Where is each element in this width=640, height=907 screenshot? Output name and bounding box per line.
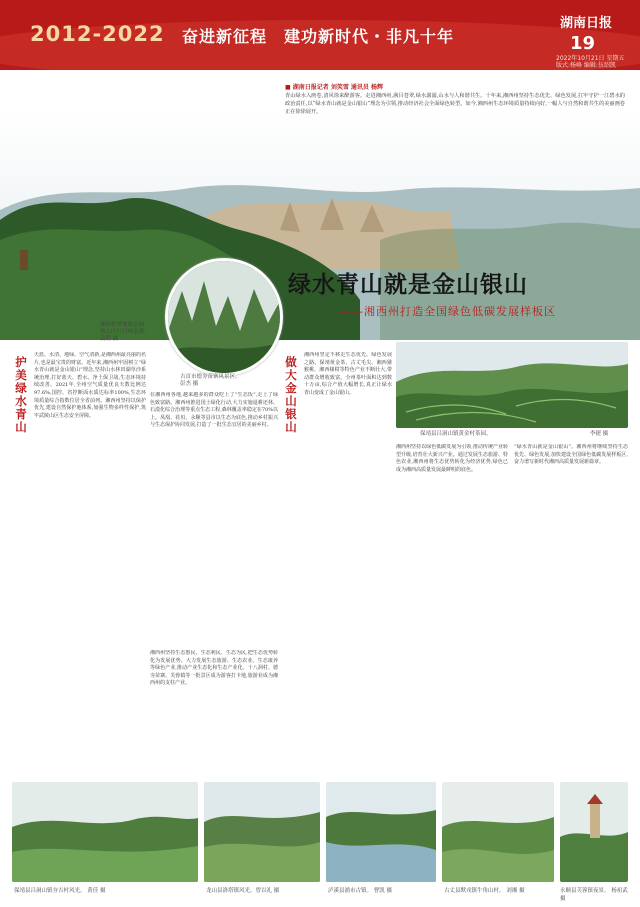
section-heading-left: 护美绿水青山 — [15, 355, 27, 434]
body-text-right-2: 湘西州坚持以绿色低碳发展为引领,推动传统产业转型升级,培育壮大新兴产业。通过发展生态旅游、特色农业,湘西州将生态优势转化为经济优势,绿色已成为湘西高质量发展最鲜明的底色。 — [396, 444, 508, 473]
intro-text: 青山绿水入画卷,清风徐来醉游客。走进湘西州,满目苍翠,绿水潺潺,山水与人和谐共生。十年来,湘西州坚持生态优先、绿色发展,扛牢守护一江碧水的政治责任,以“绿水青山就是金山银山”理念为引领,推动经济社会全面绿色转型。如今,湘西州生态环境质量持续向好,一幅人与自然和谐共生的美丽画卷正在徐徐展开。 — [285, 93, 625, 115]
body-text-mid: 湘西州坚持生态惠民、生态利民、生态为民,把生态优势转化为发展优势。大力发展生态旅游、生态农业、生态康养等绿色产业,推动产业生态化和生态产业化。十八洞村、德夯苗寨、芙蓉镇等一批景区成为游客打卡地,旅游业成为湘西州的支柱产业。 — [150, 650, 278, 687]
sub-headline: ——湘西州打造全国绿色低碳发展样板区 — [340, 305, 556, 318]
bottom-caption-1: 保靖县吕洞山镇夯吉村风光。 黄佳 摄 — [14, 888, 106, 894]
intro-paragraph — [285, 84, 625, 116]
caption-tea-garden: 保靖县吕洞山镇黄金村茶园。 — [420, 431, 492, 437]
bottom-caption-3: 泸溪县浦市古镇。 曹凯 摄 — [328, 888, 392, 894]
newspaper-name: 湖南日报 — [560, 16, 613, 31]
byline-tag: ■ 湖南日报记者 刘笑雪 通讯员 杨辉 — [285, 84, 384, 91]
issue-date — [556, 55, 636, 69]
banner-slogan: 奋进新征程 建功新时代・非凡十年 — [182, 27, 455, 46]
bottom-photo-1 — [12, 782, 198, 882]
karst-peaks-photo — [168, 261, 280, 373]
body-text-right-3: “绿水青山就是金山银山”。湘西州将继续坚持生态优先、绿色发展,加快建设全国绿色低碳发展样板区,奋力谱写新时代湘西高质量发展新篇章。 — [514, 444, 628, 466]
tea-garden-photo — [396, 342, 628, 428]
body-text-right-1: 湘西州坚定不移走生态优先、绿色发展之路。保靖黄金茶、古丈毛尖、湘西猕猴桃、湘西椪柑等特色产业不断壮大,带动群众增收致富。全州茶叶面积达到数十万亩,综合产值大幅增长,真正让绿水青山变成了金山银山。 — [304, 352, 392, 396]
bottom-photo-2 — [204, 782, 320, 882]
body-text-left-2: 在湘西州各地,越来越多的群众吃上了“生态饭”,走上了绿色致富路。湘西州推进国土绿化行动,大力实施退耕还林、石漠化综合治理等重点生态工程,森林覆盖率稳定在70%以上。凤凰、花垣、永顺等县市以生态为底色,推动乡村振兴与生态保护协同发展,打造了一批生态宜居的美丽乡村。 — [150, 392, 278, 429]
section-heading-right: 做大金山银山 — [285, 355, 297, 434]
circle-photo — [165, 258, 283, 376]
main-headline: 绿水青山就是金山银山 — [288, 272, 528, 298]
date-line: 2022年10月21日 星期五 — [556, 55, 625, 62]
bottom-photo-5 — [560, 782, 628, 882]
bottom-photo-4 — [442, 782, 554, 882]
bottom-photo-3 — [326, 782, 436, 882]
page-number: 19 — [570, 33, 596, 54]
anniversary-years: 2012-2022 — [30, 22, 165, 46]
caption-tea-garden-credit: 李捷 摄 — [590, 431, 609, 437]
editor-line: 版式:杨峰 编辑:伍绍凯 — [556, 62, 616, 69]
caption-hero-left: 湘西世界地质公园 核心区红石林景观。 姜程 摄 — [100, 322, 150, 342]
bottom-caption-4: 古丈县默戎镇牛角山村。 刘湘 摄 — [444, 888, 525, 894]
caption-circle: 吉首市德夯苗寨风景区。 彭杰 摄 — [180, 374, 241, 387]
bottom-caption-5: 永顺县芙蓉镇夜景。 杨祖武 摄 — [560, 888, 628, 902]
body-text-left-1: 天蓝、水清、地绿、空气清新,是湘西州最亮丽的名片,也是最宝贵的财富。近年来,湘西州牢固树立“绿水青山就是金山银山”理念,坚持山水林田湖草沙系统治理,打好蓝天、碧水、净土保卫战,生态环境持续改善。2021年,全州空气质量优良天数比例达97.6%,国控、省控断面水质达标率100%,生态环境质量综合指数位居全省前列。湘西州坚持以保护优先,建设自然保护地体系,加强生物多样性保护,筑牢武陵山区生态安全屏障。 — [34, 352, 146, 419]
bottom-caption-2: 龙山县洛塔镇风光。曾以礼 摄 — [206, 888, 280, 894]
